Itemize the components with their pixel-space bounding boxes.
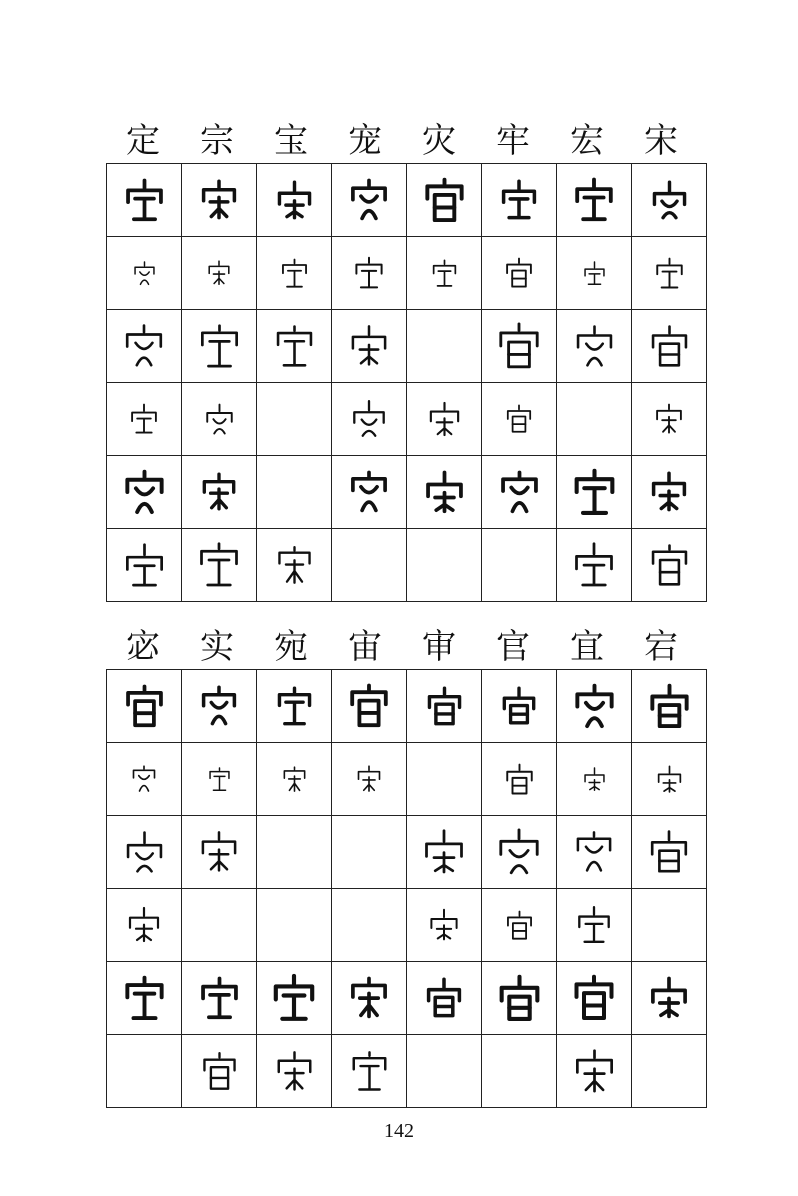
glyph-cell bbox=[407, 237, 482, 310]
heading-character: 审 bbox=[422, 626, 456, 667]
glyph-cell bbox=[182, 743, 257, 816]
glyph-cell bbox=[107, 310, 182, 383]
glyph-cell bbox=[482, 962, 557, 1035]
ancient-glyph-image bbox=[570, 682, 619, 731]
ancient-glyph-image bbox=[493, 320, 545, 372]
glyph-cell bbox=[107, 816, 182, 889]
heading-character: 宠 bbox=[348, 120, 382, 161]
ancient-glyph-image bbox=[571, 323, 618, 370]
glyph-cell bbox=[557, 816, 632, 889]
ancient-glyph-image bbox=[647, 470, 691, 514]
glyph-cell bbox=[482, 237, 557, 310]
heading-character: 宗 bbox=[200, 120, 234, 161]
glyph-cell bbox=[632, 743, 707, 816]
ancient-glyph-image bbox=[421, 469, 468, 516]
heading-character: 定 bbox=[126, 120, 160, 161]
glyph-row bbox=[107, 310, 707, 383]
empty-cell bbox=[257, 383, 332, 456]
ancient-glyph-image bbox=[494, 973, 545, 1024]
heading-character: 宓 bbox=[126, 626, 160, 667]
ancient-glyph-image bbox=[646, 323, 693, 370]
glyph-row bbox=[107, 889, 707, 962]
empty-cell bbox=[407, 310, 482, 383]
ancient-glyph-image bbox=[197, 178, 241, 222]
glyph-cell bbox=[332, 1035, 407, 1108]
glyph-cell bbox=[257, 743, 332, 816]
ancient-glyph-image bbox=[345, 682, 393, 730]
heading-character: 宜 bbox=[570, 626, 604, 667]
empty-cell bbox=[332, 816, 407, 889]
heading-character: 宙 bbox=[348, 626, 382, 667]
glyph-cell bbox=[257, 237, 332, 310]
empty-cell bbox=[482, 1035, 557, 1108]
glyph-cell bbox=[632, 164, 707, 237]
empty-cell bbox=[257, 889, 332, 962]
glyph-row bbox=[107, 164, 707, 237]
glyph-cell bbox=[482, 456, 557, 529]
ancient-glyph-image bbox=[195, 322, 244, 371]
glyph-table-2 bbox=[106, 669, 707, 1108]
ancient-glyph-image bbox=[272, 1049, 317, 1094]
ancient-glyph-image bbox=[271, 323, 318, 370]
glyph-cell bbox=[557, 962, 632, 1035]
heading-character: 宝 bbox=[274, 120, 308, 161]
ancient-glyph-image bbox=[120, 541, 169, 590]
glyph-cell bbox=[557, 670, 632, 743]
glyph-cell bbox=[332, 962, 407, 1035]
glyph-cell bbox=[557, 1035, 632, 1108]
ancient-glyph-image bbox=[127, 402, 161, 436]
glyph-cell bbox=[107, 670, 182, 743]
glyph-table-1 bbox=[106, 163, 707, 602]
glyph-cell bbox=[257, 1035, 332, 1108]
empty-cell bbox=[482, 529, 557, 602]
glyph-cell bbox=[632, 816, 707, 889]
ancient-glyph-image bbox=[129, 764, 159, 794]
glyph-cell bbox=[107, 456, 182, 529]
glyph-row bbox=[107, 670, 707, 743]
ancient-glyph-image bbox=[503, 909, 536, 942]
ancient-glyph-image bbox=[426, 907, 462, 943]
glyph-row bbox=[107, 962, 707, 1035]
glyph-cell bbox=[182, 310, 257, 383]
ancient-glyph-image bbox=[198, 471, 240, 513]
glyph-cell bbox=[107, 383, 182, 456]
ancient-glyph-image bbox=[646, 542, 693, 589]
glyph-cell bbox=[332, 670, 407, 743]
glyph-cell bbox=[557, 529, 632, 602]
heading-character: 宛 bbox=[274, 626, 308, 667]
ancient-glyph-image bbox=[573, 904, 615, 946]
heading-character: 官 bbox=[496, 626, 530, 667]
ancient-glyph-image bbox=[581, 260, 608, 287]
ancient-glyph-image bbox=[503, 403, 535, 435]
ancient-glyph-image bbox=[581, 766, 608, 793]
glyph-row bbox=[107, 743, 707, 816]
ancient-glyph-image bbox=[498, 685, 540, 727]
ancient-glyph-image bbox=[646, 975, 692, 1021]
ancient-glyph-image bbox=[652, 402, 686, 436]
ancient-glyph-image bbox=[346, 975, 392, 1021]
glyph-cell bbox=[182, 816, 257, 889]
glyph-row bbox=[107, 456, 707, 529]
heading-character: 灾 bbox=[422, 120, 456, 161]
glyph-row bbox=[107, 1035, 707, 1108]
ancient-glyph-image bbox=[419, 827, 469, 877]
glyph-cell bbox=[107, 529, 182, 602]
glyph-row bbox=[107, 237, 707, 310]
ancient-glyph-image bbox=[196, 975, 243, 1022]
empty-cell bbox=[632, 889, 707, 962]
ancient-glyph-image bbox=[569, 973, 619, 1023]
ancient-glyph-image bbox=[571, 829, 617, 875]
ancient-glyph-image bbox=[280, 765, 309, 794]
glyph-cell bbox=[182, 670, 257, 743]
glyph-cell bbox=[332, 456, 407, 529]
ancient-glyph-image bbox=[569, 540, 619, 590]
ancient-glyph-image bbox=[202, 402, 237, 437]
glyph-row bbox=[107, 816, 707, 889]
heading-character: 实 bbox=[200, 626, 234, 667]
ancient-glyph-image bbox=[346, 469, 392, 515]
glyph-cell bbox=[182, 1035, 257, 1108]
ancient-glyph-image bbox=[425, 400, 464, 439]
glyph-cell bbox=[482, 164, 557, 237]
ancient-glyph-image bbox=[196, 829, 242, 875]
character-heading-row-1 bbox=[106, 112, 698, 162]
ancient-glyph-image bbox=[645, 828, 693, 876]
ancient-glyph-image bbox=[206, 766, 233, 793]
empty-cell bbox=[632, 1035, 707, 1108]
ancient-glyph-image bbox=[493, 826, 545, 878]
glyph-cell bbox=[482, 670, 557, 743]
ancient-glyph-image bbox=[121, 177, 168, 224]
glyph-cell bbox=[557, 889, 632, 962]
glyph-cell bbox=[557, 237, 632, 310]
empty-cell bbox=[407, 529, 482, 602]
ancient-glyph-image bbox=[570, 176, 618, 224]
ancient-glyph-image bbox=[273, 544, 316, 587]
glyph-cell bbox=[257, 670, 332, 743]
ancient-glyph-image bbox=[273, 179, 316, 222]
ancient-glyph-image bbox=[120, 468, 169, 517]
glyph-cell bbox=[632, 310, 707, 383]
glyph-cell bbox=[407, 816, 482, 889]
glyph-cell bbox=[257, 310, 332, 383]
ancient-glyph-image bbox=[348, 398, 390, 440]
ancient-glyph-image bbox=[654, 764, 685, 795]
character-heading-row-2 bbox=[106, 618, 698, 668]
ancient-glyph-image bbox=[422, 976, 466, 1020]
glyph-cell bbox=[182, 529, 257, 602]
heading-character: 牢 bbox=[496, 120, 530, 161]
ancient-glyph-image bbox=[351, 255, 387, 291]
ancient-glyph-image bbox=[569, 467, 620, 518]
glyph-cell bbox=[257, 529, 332, 602]
ancient-glyph-image bbox=[645, 682, 694, 731]
glyph-cell bbox=[557, 310, 632, 383]
glyph-cell bbox=[632, 383, 707, 456]
ancient-glyph-image bbox=[197, 684, 241, 728]
glyph-cell bbox=[557, 743, 632, 816]
glyph-cell bbox=[332, 310, 407, 383]
ancient-glyph-image bbox=[423, 685, 466, 728]
glyph-cell bbox=[182, 383, 257, 456]
glyph-cell bbox=[557, 164, 632, 237]
ancient-glyph-image bbox=[194, 540, 244, 590]
ancient-glyph-image bbox=[121, 829, 168, 876]
empty-cell bbox=[407, 743, 482, 816]
ancient-glyph-image bbox=[429, 258, 460, 289]
glyph-cell bbox=[482, 310, 557, 383]
glyph-cell bbox=[332, 164, 407, 237]
ancient-glyph-image bbox=[502, 762, 537, 797]
glyph-cell bbox=[182, 456, 257, 529]
glyph-cell bbox=[182, 164, 257, 237]
glyph-cell bbox=[482, 383, 557, 456]
empty-cell bbox=[407, 1035, 482, 1108]
ancient-glyph-image bbox=[420, 176, 469, 225]
glyph-cell bbox=[407, 889, 482, 962]
ancient-glyph-image bbox=[278, 257, 311, 290]
empty-cell bbox=[257, 456, 332, 529]
ancient-glyph-image bbox=[121, 683, 168, 730]
glyph-cell bbox=[482, 743, 557, 816]
glyph-cell bbox=[407, 164, 482, 237]
glyph-row bbox=[107, 529, 707, 602]
glyph-cell bbox=[257, 962, 332, 1035]
ancient-glyph-image bbox=[570, 1047, 619, 1096]
page-number: 142 bbox=[384, 1120, 414, 1142]
glyph-cell bbox=[332, 237, 407, 310]
ancient-glyph-image bbox=[273, 685, 316, 728]
glyph-cell bbox=[407, 670, 482, 743]
glyph-cell bbox=[107, 962, 182, 1035]
ancient-glyph-image bbox=[120, 322, 168, 370]
glyph-cell bbox=[632, 529, 707, 602]
glyph-cell bbox=[632, 456, 707, 529]
ancient-glyph-image bbox=[268, 972, 320, 1024]
glyph-cell bbox=[107, 237, 182, 310]
glyph-cell bbox=[257, 164, 332, 237]
empty-cell bbox=[557, 383, 632, 456]
heading-character: 宕 bbox=[644, 626, 678, 667]
empty-cell bbox=[332, 889, 407, 962]
ancient-glyph-image bbox=[205, 259, 233, 287]
empty-cell bbox=[107, 1035, 182, 1108]
ancient-glyph-image bbox=[346, 323, 392, 369]
glyph-cell bbox=[407, 383, 482, 456]
glyph-cell bbox=[332, 743, 407, 816]
glyph-cell bbox=[632, 670, 707, 743]
glyph-cell bbox=[482, 816, 557, 889]
glyph-cell bbox=[632, 237, 707, 310]
ancient-glyph-image bbox=[131, 260, 158, 287]
glyph-cell bbox=[332, 383, 407, 456]
glyph-cell bbox=[107, 889, 182, 962]
empty-cell bbox=[332, 529, 407, 602]
ancient-glyph-image bbox=[652, 256, 687, 291]
empty-cell bbox=[257, 816, 332, 889]
ancient-glyph-image bbox=[120, 974, 169, 1023]
ancient-glyph-image bbox=[124, 905, 164, 945]
empty-cell bbox=[182, 889, 257, 962]
glyph-cell bbox=[407, 456, 482, 529]
glyph-row bbox=[107, 383, 707, 456]
ancient-glyph-image bbox=[497, 178, 541, 222]
glyph-cell bbox=[182, 962, 257, 1035]
ancient-glyph-image bbox=[354, 764, 384, 794]
heading-character: 宋 bbox=[644, 120, 678, 161]
ancient-glyph-image bbox=[502, 256, 536, 290]
glyph-cell bbox=[182, 237, 257, 310]
glyph-cell bbox=[557, 456, 632, 529]
glyph-cell bbox=[482, 889, 557, 962]
glyph-cell bbox=[407, 962, 482, 1035]
glyph-cell bbox=[107, 743, 182, 816]
ancient-glyph-image bbox=[648, 179, 691, 222]
heading-character: 宏 bbox=[570, 120, 604, 161]
glyph-cell bbox=[107, 164, 182, 237]
ancient-glyph-image bbox=[347, 1049, 392, 1094]
ancient-glyph-image bbox=[496, 469, 543, 516]
ancient-glyph-image bbox=[346, 177, 392, 223]
ancient-glyph-image bbox=[198, 1050, 241, 1093]
glyph-cell bbox=[632, 962, 707, 1035]
